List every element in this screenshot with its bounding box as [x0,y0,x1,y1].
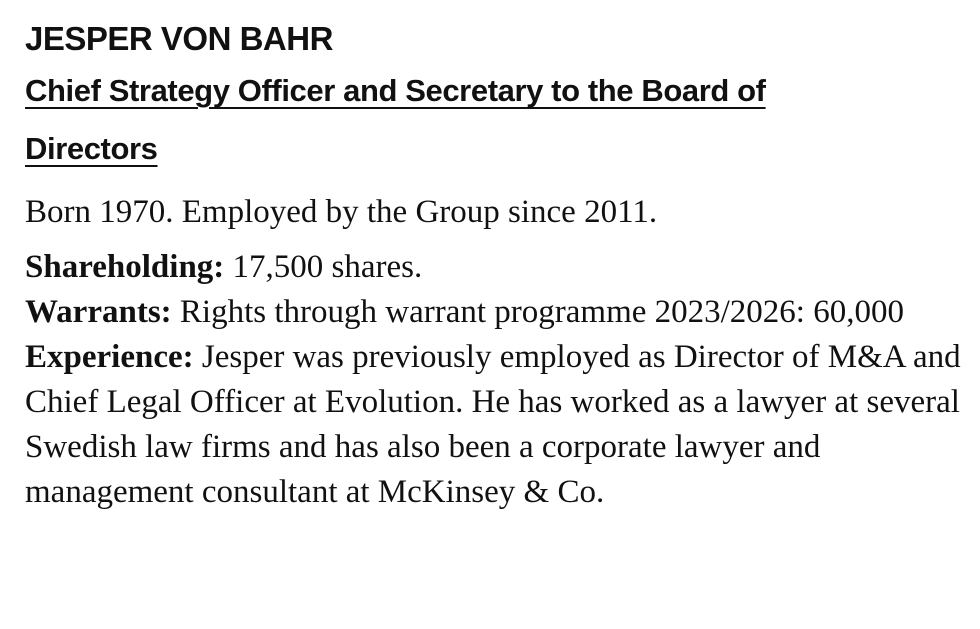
warrants-entry [25,290,962,335]
birth-employment-info: Born 1970. Employed by the Group since 2011. [25,194,658,230]
shareholding-entry [25,245,962,290]
shareholding-value: 17,500 shares. [232,249,423,285]
person-name: JESPER VON BAHR [25,20,333,57]
shareholding-label: Shareholding: [25,249,225,285]
warrants-label: Warrants: [25,294,172,330]
warrants-value: Rights through warrant programme 2023/2026: 60,000 [179,294,904,330]
person-title [25,62,825,178]
experience-label: Experience: [25,339,194,375]
experience-value: Jesper was previously employed as Director of M&A and Chief Legal Officer at Evolution. He has worked as a lawyer at several Swedish law firms and has also been a corporate lawyer and management consultant at McKinsey & Co. [25,339,961,510]
experience-entry [25,335,962,515]
person-title-text: Chief Strategy Officer and Secretary to the Board of Directors [25,73,766,166]
